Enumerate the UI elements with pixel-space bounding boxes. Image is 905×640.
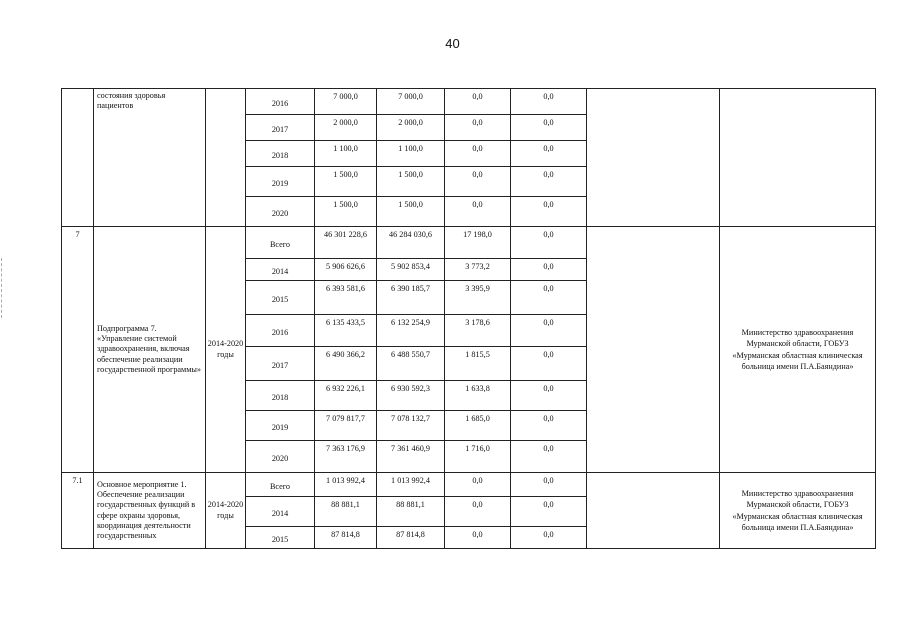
total-cell: 46 301 228,6 bbox=[315, 227, 377, 259]
extra-budget-cell: 0,0 bbox=[511, 527, 587, 549]
table-row bbox=[62, 89, 876, 115]
year-cell: Всего bbox=[246, 227, 315, 259]
indicator-cell bbox=[587, 89, 720, 227]
total-cell: 6 393 581,6 bbox=[315, 281, 377, 315]
budget-table bbox=[61, 88, 876, 549]
row-number bbox=[62, 89, 94, 227]
extra-budget-cell: 0,0 bbox=[511, 315, 587, 347]
extra-budget-cell: 0,0 bbox=[511, 227, 587, 259]
year-cell: 2020 bbox=[246, 441, 315, 473]
row-number: 7 bbox=[62, 227, 94, 473]
total-cell: 7 000,0 bbox=[315, 89, 377, 115]
federal-budget-cell: 1 685,0 bbox=[445, 411, 511, 441]
year-cell: 2018 bbox=[246, 141, 315, 167]
table-row bbox=[62, 227, 876, 259]
federal-budget-cell: 3 178,6 bbox=[445, 315, 511, 347]
regional-budget-cell: 1 013 992,4 bbox=[377, 473, 445, 497]
year-cell: 2018 bbox=[246, 381, 315, 411]
regional-budget-cell: 1 500,0 bbox=[377, 167, 445, 197]
federal-budget-cell: 17 198,0 bbox=[445, 227, 511, 259]
federal-budget-cell: 0,0 bbox=[445, 115, 511, 141]
regional-budget-cell: 87 814,8 bbox=[377, 527, 445, 549]
year-cell: 2019 bbox=[246, 411, 315, 441]
regional-budget-cell: 6 390 185,7 bbox=[377, 281, 445, 315]
regional-budget-cell: 5 902 853,4 bbox=[377, 259, 445, 281]
federal-budget-cell: 1 633,8 bbox=[445, 381, 511, 411]
federal-budget-cell: 0,0 bbox=[445, 497, 511, 527]
federal-budget-cell: 3 773,2 bbox=[445, 259, 511, 281]
regional-budget-cell: 88 881,1 bbox=[377, 497, 445, 527]
regional-budget-cell: 7 361 460,9 bbox=[377, 441, 445, 473]
year-cell: Всего bbox=[246, 473, 315, 497]
indicator-cell bbox=[587, 473, 720, 549]
year-cell: 2020 bbox=[246, 197, 315, 227]
federal-budget-cell: 0,0 bbox=[445, 197, 511, 227]
extra-budget-cell: 0,0 bbox=[511, 347, 587, 381]
period-cell: 2014-2020 годы bbox=[206, 473, 246, 549]
scan-artifact bbox=[1, 258, 4, 318]
total-cell: 6 932 226,1 bbox=[315, 381, 377, 411]
row-number: 7.1 bbox=[62, 473, 94, 549]
extra-budget-cell: 0,0 bbox=[511, 115, 587, 141]
year-cell: 2015 bbox=[246, 281, 315, 315]
year-cell: 2017 bbox=[246, 347, 315, 381]
extra-budget-cell: 0,0 bbox=[511, 141, 587, 167]
regional-budget-cell: 2 000,0 bbox=[377, 115, 445, 141]
regional-budget-cell: 7 000,0 bbox=[377, 89, 445, 115]
regional-budget-cell: 46 284 030,6 bbox=[377, 227, 445, 259]
extra-budget-cell: 0,0 bbox=[511, 197, 587, 227]
table-row bbox=[62, 473, 876, 497]
year-cell: 2016 bbox=[246, 89, 315, 115]
regional-budget-cell: 1 100,0 bbox=[377, 141, 445, 167]
executor-cell bbox=[720, 89, 876, 227]
year-cell: 2014 bbox=[246, 497, 315, 527]
federal-budget-cell: 0,0 bbox=[445, 89, 511, 115]
extra-budget-cell: 0,0 bbox=[511, 441, 587, 473]
year-cell: 2017 bbox=[246, 115, 315, 141]
extra-budget-cell: 0,0 bbox=[511, 497, 587, 527]
extra-budget-cell: 0,0 bbox=[511, 167, 587, 197]
total-cell: 1 013 992,4 bbox=[315, 473, 377, 497]
regional-budget-cell: 6 132 254,9 bbox=[377, 315, 445, 347]
extra-budget-cell: 0,0 bbox=[511, 281, 587, 315]
federal-budget-cell: 1 815,5 bbox=[445, 347, 511, 381]
extra-budget-cell: 0,0 bbox=[511, 89, 587, 115]
indicator-cell bbox=[587, 227, 720, 473]
period-cell bbox=[206, 89, 246, 227]
total-cell: 6 135 433,5 bbox=[315, 315, 377, 347]
total-cell: 88 881,1 bbox=[315, 497, 377, 527]
page-number: 40 bbox=[445, 36, 460, 51]
executor-cell: Министерство здравоохранения Мурманской области, ГОБУЗ «Мурманская областная клиническая больница имени П.А.Баяндина» bbox=[720, 227, 876, 473]
regional-budget-cell: 6 488 550,7 bbox=[377, 347, 445, 381]
subprogram-name: Подпрограмма 7. «Управление системой здравоохранения, включая обеспечение реализации государственной программы» bbox=[94, 227, 206, 473]
extra-budget-cell: 0,0 bbox=[511, 381, 587, 411]
extra-budget-cell: 0,0 bbox=[511, 473, 587, 497]
total-cell: 1 500,0 bbox=[315, 167, 377, 197]
year-cell: 2014 bbox=[246, 259, 315, 281]
total-cell: 2 000,0 bbox=[315, 115, 377, 141]
federal-budget-cell: 0,0 bbox=[445, 141, 511, 167]
extra-budget-cell: 0,0 bbox=[511, 259, 587, 281]
extra-budget-cell: 0,0 bbox=[511, 411, 587, 441]
regional-budget-cell: 7 078 132,7 bbox=[377, 411, 445, 441]
federal-budget-cell: 1 716,0 bbox=[445, 441, 511, 473]
total-cell: 87 814,8 bbox=[315, 527, 377, 549]
regional-budget-cell: 1 500,0 bbox=[377, 197, 445, 227]
regional-budget-cell: 6 930 592,3 bbox=[377, 381, 445, 411]
total-cell: 1 100,0 bbox=[315, 141, 377, 167]
total-cell: 5 906 626,6 bbox=[315, 259, 377, 281]
total-cell: 1 500,0 bbox=[315, 197, 377, 227]
year-cell: 2015 bbox=[246, 527, 315, 549]
total-cell: 7 079 817,7 bbox=[315, 411, 377, 441]
federal-budget-cell: 3 395,9 bbox=[445, 281, 511, 315]
executor-cell: Министерство здравоохранения Мурманской области, ГОБУЗ «Мурманская областная клиническая больница имени П.А.Баяндина» bbox=[720, 473, 876, 549]
year-cell: 2019 bbox=[246, 167, 315, 197]
federal-budget-cell: 0,0 bbox=[445, 473, 511, 497]
period-cell: 2014-2020 годы bbox=[206, 227, 246, 473]
total-cell: 7 363 176,9 bbox=[315, 441, 377, 473]
activity-name: Основное мероприятие 1. Обеспечение реализации государственных функций в сфере охраны здоровья, координация деятельности государственных bbox=[94, 473, 206, 549]
federal-budget-cell: 0,0 bbox=[445, 167, 511, 197]
year-cell: 2016 bbox=[246, 315, 315, 347]
federal-budget-cell: 0,0 bbox=[445, 527, 511, 549]
event-name: состояния здоровья пациентов bbox=[94, 89, 206, 227]
total-cell: 6 490 366,2 bbox=[315, 347, 377, 381]
